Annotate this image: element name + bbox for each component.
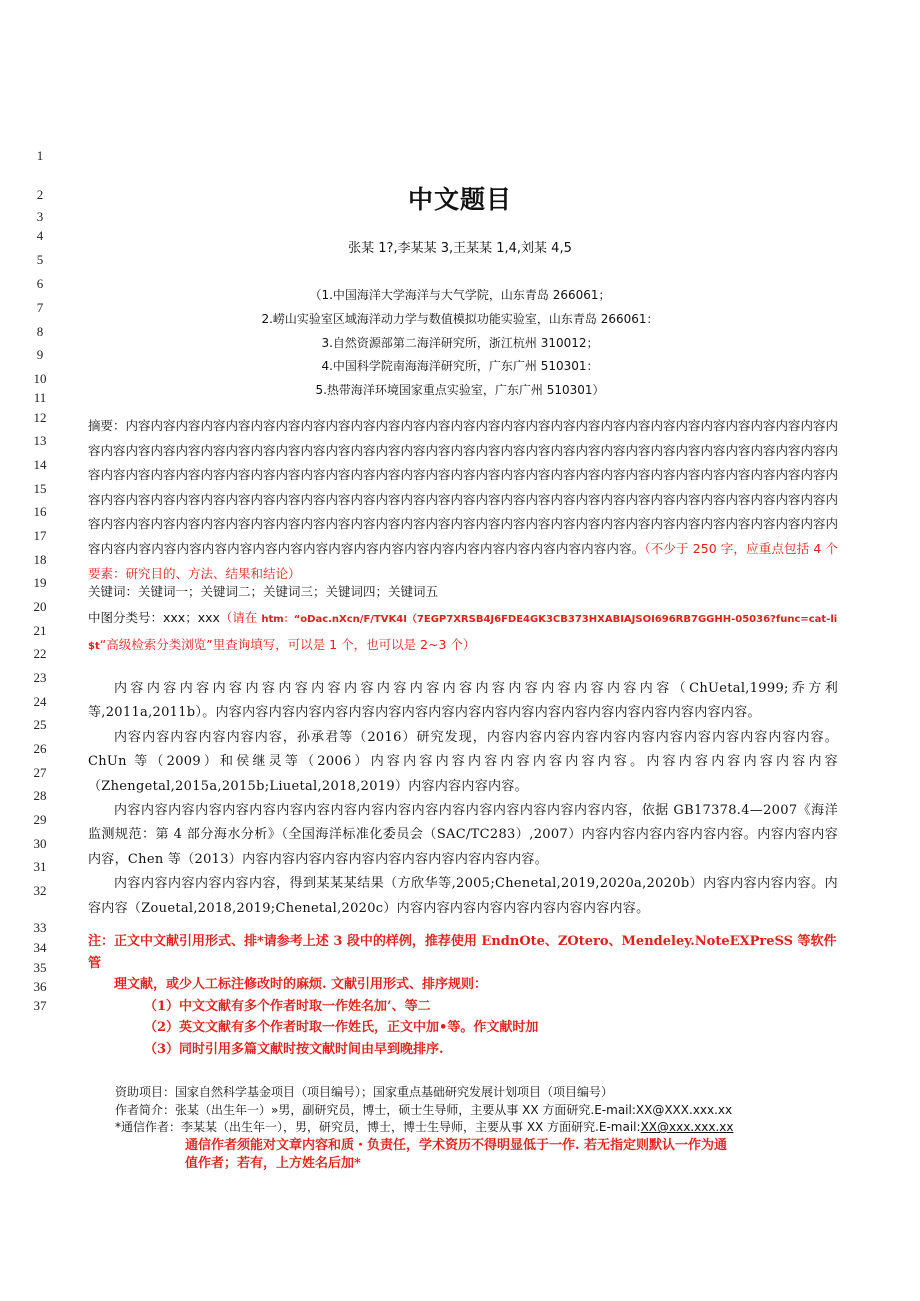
- line-number: 21: [33, 623, 47, 638]
- line-number: 19: [33, 575, 47, 590]
- affiliation-line: （1.中国海洋大学海洋与大气学院，山东青岛 266061；: [309, 288, 611, 302]
- line-number: 11: [33, 390, 47, 405]
- line-number: 7: [36, 300, 44, 315]
- line-number: 37: [33, 998, 47, 1013]
- line-number: 18: [33, 552, 47, 567]
- line-number: 31: [33, 859, 47, 874]
- line-number: 22: [33, 646, 47, 661]
- corresponding-author-text: *通信作者：李某某（出生年一），男，研究员，博士，博士生导师，主要从事 XX 方面研究.E-mail:: [115, 1120, 641, 1135]
- line-number: 12: [33, 410, 47, 425]
- line-number: 20: [33, 599, 47, 614]
- author-list: 张某 1?,李某某 3,王某某 1,4,刘某 4,5: [348, 241, 572, 256]
- note-line-1: 注：正文中文献引用形式、排*请参考上述 3 段中的样例，推荐使用 EndnOte、ZOtero、Mendeley.NoteEXPreSS 等软件管: [88, 934, 837, 971]
- line-number: 34: [33, 940, 47, 955]
- line-number: 1: [36, 148, 44, 163]
- note-line-2: 理文献，或少人工标注修改时的麻烦. 文献引用形式、排序规则：: [114, 977, 488, 992]
- citation-note: [88, 931, 848, 1060]
- classification-number: [88, 606, 838, 659]
- line-number: 29: [33, 812, 47, 827]
- line-number: 4: [36, 228, 44, 243]
- corresponding-email-link[interactable]: XX@xxx.xxx.xx: [640, 1120, 734, 1135]
- classification-label: 中图分类号：xxx；xxx: [88, 610, 220, 625]
- classification-url-link[interactable]: htm：“oDac.nXcn/F/TVK4I（7EGP7XRSB4J6FDE4GK3CB373HXABIAJSOI696RB7GGHH-05036?func=cat-li$t: [88, 614, 838, 652]
- affiliation-line: 4.中国科学院南海海洋研究所，广东广州 510301：: [321, 359, 599, 373]
- line-number: 24: [33, 694, 47, 709]
- abstract: [88, 414, 838, 586]
- line-number: 17: [33, 528, 47, 543]
- body-paragraph-3: 内容内容内容内容内容内容内容内容内容内容内容内容内容内容内容内容内容内容内容，依据 GB17378.4—2007《海洋监测规范：第 4 部分海水分析》（全国海洋标准化委员会（SAC/TC283）,2007）内容内容内容内容内容内容。内容内容内容内容，Chen 等（2013）内容内容内容内容内容内容内容内容内容内容内容。: [88, 803, 838, 867]
- line-number: 5: [36, 252, 44, 267]
- line-number: 30: [33, 836, 47, 851]
- classification-note-start: （请在: [219, 610, 258, 625]
- body-paragraph-2: 内容内容内容内容内容内容，孙承君等（2016）研究发现，内容内容内容内容内容内容内容内容内容内容内容内容。ChUn 等（2009）和侯继灵等（2006）内容内容内容内容内容内容内容内容。内容内容内容内容内容内容（Zhengetal,2015a,2015b;Liuetal,2018,2019）内容内容内容内容。: [88, 729, 838, 794]
- line-number: 27: [33, 765, 47, 780]
- corresponding-author-line: [115, 1119, 845, 1137]
- affiliation-line: 3.自然资源部第二海洋研究所，浙江杭州 310012；: [321, 336, 599, 350]
- keywords: 关键词：关键词一；关键词二；关键词三；关键词四；关键词五: [88, 584, 439, 599]
- line-number: 2: [36, 187, 44, 202]
- note-rule-2: （2）英文文献有多个作者时取一作姓氏，正文中加•等。作文献时加: [144, 1020, 539, 1035]
- classification-note-end: “高级检索分类浏览”里查询填写，可以是 1 个，也可以是 2~3 个）: [99, 636, 476, 652]
- line-number: 32: [33, 883, 47, 898]
- line-number: 6: [36, 276, 44, 291]
- line-number: 26: [33, 741, 47, 756]
- abstract-text: 摘要：内容内容内容内容内容内容内容内容内容内容内容内容内容内容内容内容内容内容内容内容内容内容内容内容内容内容内容内容内容内容内容内容内容内容内容内容内容内容内容内容内容内容内容内容内容内容内容内容内容内容内容内容内容内容内容内容内容内容内容内容内容内容内容内容内容内容内容内容内容内容内容内容内容内容内容内容内容内容内容内容内容内容内容内容内容内容内容内容内容内容内容内容内容内容内容内容内容内容内容内容内容内容内容内容内容内容内容内容内容内容内容内容内容内容内容内容内容内容内容内容内容内容内容内容内容内容内容内容内容内容内容内容内容内容内容内容内容内容内容内容内容内容内容内容内容内容内容内容内容内容内容内容内容内容内容内容内容内容内容内容内容内容内容内容内容内容内容内容内容内容。: [88, 418, 839, 556]
- corresponding-note-2: 值作者；若有，上方姓名后加*: [185, 1155, 361, 1171]
- note-rule-3: （3）同时引用多篇文献时按文献时间由早到晚排序.: [144, 1041, 444, 1057]
- line-number: 16: [33, 504, 47, 519]
- line-number: 25: [33, 717, 47, 732]
- abstract-note: （不少于 250 字，应重点包括 4 个要素：研究目的、方法、结果和结论）: [88, 540, 838, 581]
- line-number: 15: [33, 481, 47, 496]
- footnotes: [115, 1084, 845, 1173]
- line-number: 23: [33, 670, 47, 685]
- line-number: 10: [33, 371, 47, 386]
- line-number: 13: [33, 433, 47, 448]
- corresponding-note-1: 通信作者须能对文章内容和质・负责任，学术资历不得明显低于一作. 若无指定则默认一作为通: [185, 1137, 728, 1153]
- body-paragraph-4: 内容内容内容内容内容内容，得到某某某结果（方欣华等,2005;Chenetal,2019,2020a,2020b）内容内容内容内容。内容内容（Zouetal,2018,2019;Chenetal,2020c）内容内容内容内容内容内容内容内容内容。: [88, 876, 838, 916]
- body-text: [88, 677, 838, 921]
- line-number: 14: [33, 457, 47, 472]
- line-number: 8: [36, 324, 44, 339]
- line-number: 3: [36, 209, 44, 224]
- affiliation-line: 2.崂山实验室区域海洋动力学与数值模拟功能实验室，山东青岛 266061：: [261, 312, 659, 326]
- line-number: 28: [33, 788, 47, 803]
- funding-line: 资助项目：国家自然科学基金项目（项目编号）；国家重点基础研究发展计划项目（项目编号）: [115, 1085, 614, 1099]
- line-number: 9: [36, 347, 44, 362]
- line-number: 35: [33, 960, 47, 975]
- author-bio-line: 作者简介：张某（出生年一）»男，副研究员，博士，硕士生导师，主要从事 XX 方面研究.E-mail:XX@XXX.xxx.xx: [115, 1102, 733, 1117]
- line-number: 36: [33, 979, 47, 994]
- document-title: 中文题目: [407, 185, 512, 214]
- note-rule-1: （1）中文文献有多个作者时取一作姓名加’、等二: [144, 998, 431, 1014]
- affiliation-line: 5.热带海洋环境国家重点实验室，广东广州 510301）: [315, 383, 605, 397]
- line-number: 33: [33, 920, 47, 935]
- body-paragraph-1: 内容内容内容内容内容内容内容内容内容内容内容内容内容内容内容内容内容（ChUetal,1999;乔方利等,2011a,2011b）。内容内容内容内容内容内容内容内容内容内容内容内容内容内容内容内容内容内容内容内容。: [88, 681, 838, 721]
